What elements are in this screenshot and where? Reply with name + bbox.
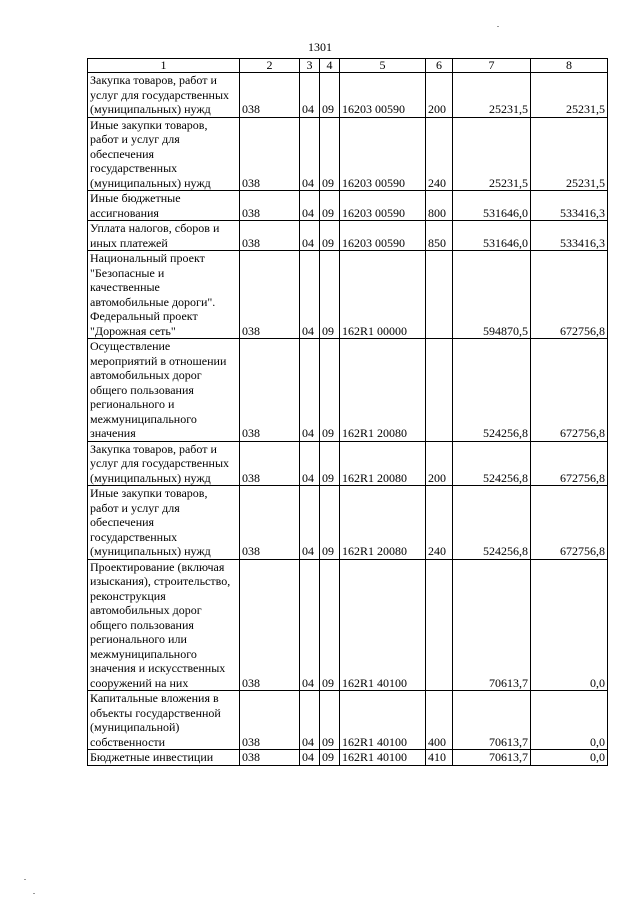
- target-article-cell: 16203 00590: [340, 191, 426, 221]
- amount-year1-cell: 25231,5: [453, 117, 531, 191]
- row-name-line: общего пользования: [90, 382, 194, 397]
- row-name-line: Закупка товаров, работ и: [90, 73, 217, 87]
- table-row: [88, 73, 608, 118]
- target-article-cell: 16203 00590: [340, 221, 426, 251]
- admin-code-cell: 038: [240, 191, 300, 221]
- subsection-cell: 09: [320, 117, 340, 191]
- expense-type-cell: [426, 559, 453, 691]
- header-row: [88, 59, 608, 73]
- subsection-cell: 09: [320, 750, 340, 766]
- header-cell: 5: [340, 59, 426, 73]
- amount-year2-cell: 533416,3: [531, 191, 608, 221]
- row-name-line: собственности: [90, 734, 166, 749]
- row-name-line: услуг для государственных: [90, 456, 230, 470]
- scan-speck: [33, 893, 35, 894]
- row-name-line: значения и искусственных: [90, 661, 226, 675]
- target-article-cell: 162R1 20080: [340, 486, 426, 560]
- expense-type-cell: 410: [426, 750, 453, 766]
- subsection-cell: 09: [320, 559, 340, 691]
- amount-year2-cell: 25231,5: [531, 117, 608, 191]
- row-name-line: (муниципальной): [90, 720, 180, 734]
- row-name: [88, 191, 240, 221]
- target-article-cell: 162R1 40100: [340, 559, 426, 691]
- admin-code-cell: 038: [240, 221, 300, 251]
- subsection-cell: 09: [320, 441, 340, 486]
- expense-type-cell: [426, 339, 453, 442]
- subsection-cell: 09: [320, 251, 340, 339]
- row-name-line: сооружений на них: [90, 675, 189, 690]
- row-name-line: автомобильные дороги".: [90, 294, 216, 309]
- table-row: [88, 191, 608, 221]
- row-name-line: регионального и: [90, 397, 175, 411]
- row-name-line: государственных: [90, 161, 178, 175]
- row-name-line: Федеральный проект: [90, 309, 198, 323]
- row-name-line: "Безопасные и: [90, 265, 165, 280]
- table-row: [88, 339, 608, 442]
- table-row: [88, 251, 608, 339]
- amount-year2-cell: 672756,8: [531, 441, 608, 486]
- amount-year2-cell: 533416,3: [531, 221, 608, 251]
- budget-table: [87, 58, 608, 766]
- row-name-line: изыскания), строительство,: [90, 574, 231, 588]
- header-cell: 3: [300, 59, 320, 73]
- row-name-line: Закупка товаров, работ и: [90, 441, 217, 456]
- amount-year1-cell: 70613,7: [453, 559, 531, 691]
- amount-year2-cell: 672756,8: [531, 251, 608, 339]
- admin-code-cell: 038: [240, 441, 300, 486]
- section-cell: 04: [300, 251, 320, 339]
- table-row: [88, 441, 608, 486]
- subsection-cell: 09: [320, 221, 340, 251]
- row-name-line: обеспечения: [90, 146, 155, 161]
- row-name-line: работ и услуг для: [90, 132, 180, 146]
- amount-year1-cell: 594870,5: [453, 251, 531, 339]
- header-cell: 7: [453, 59, 531, 73]
- expense-type-cell: 200: [426, 441, 453, 486]
- subsection-cell: 09: [320, 486, 340, 560]
- row-name-line: объекты государственной: [90, 705, 221, 720]
- row-name: [88, 691, 240, 750]
- row-name: [88, 251, 240, 339]
- scan-speck: [497, 26, 499, 27]
- row-name-line: Проектирование (включая: [90, 559, 225, 574]
- amount-year2-cell: 0,0: [531, 691, 608, 750]
- admin-code-cell: 038: [240, 750, 300, 766]
- table-row: [88, 750, 608, 766]
- expense-type-cell: 800: [426, 191, 453, 221]
- row-name-line: Национальный проект: [90, 251, 205, 265]
- admin-code-cell: 038: [240, 339, 300, 442]
- row-name-line: Уплата налогов, сборов и: [90, 221, 220, 235]
- target-article-cell: 162R1 20080: [340, 441, 426, 486]
- subsection-cell: 09: [320, 191, 340, 221]
- row-name-line: межмуниципального: [90, 646, 197, 661]
- section-cell: 04: [300, 221, 320, 251]
- amount-year2-cell: 0,0: [531, 750, 608, 766]
- row-name-line: межмуниципального: [90, 411, 197, 426]
- amount-year1-cell: 25231,5: [453, 73, 531, 118]
- target-article-cell: 162R1 40100: [340, 750, 426, 766]
- row-name-line: мероприятий в отношении: [90, 353, 227, 368]
- row-name-line: обеспечения: [90, 515, 155, 529]
- amount-year1-cell: 531646,0: [453, 191, 531, 221]
- expense-type-cell: 850: [426, 221, 453, 251]
- amount-year1-cell: 531646,0: [453, 221, 531, 251]
- section-cell: 04: [300, 441, 320, 486]
- table-row: [88, 691, 608, 750]
- amount-year2-cell: 25231,5: [531, 73, 608, 118]
- target-article-cell: 162R1 20080: [340, 339, 426, 442]
- row-name-line: (муниципальных) нужд: [90, 102, 211, 116]
- target-article-cell: 16203 00590: [340, 73, 426, 118]
- page-number: 1301: [308, 40, 332, 54]
- expense-type-cell: 200: [426, 73, 453, 118]
- row-name: [88, 339, 240, 442]
- amount-year1-cell: 70613,7: [453, 750, 531, 766]
- admin-code-cell: 038: [240, 486, 300, 560]
- row-name-line: автомобильных дорог: [90, 603, 202, 617]
- row-name-line: Иные закупки товаров,: [90, 486, 208, 500]
- section-cell: 04: [300, 691, 320, 750]
- section-cell: 04: [300, 750, 320, 766]
- row-name-line: качественные: [90, 280, 160, 294]
- subsection-cell: 09: [320, 73, 340, 118]
- amount-year1-cell: 524256,8: [453, 486, 531, 560]
- row-name: [88, 221, 240, 251]
- expense-type-cell: [426, 251, 453, 339]
- section-cell: 04: [300, 486, 320, 560]
- header-cell: 6: [426, 59, 453, 73]
- row-name-line: Иные бюджетные: [90, 191, 181, 205]
- section-cell: 04: [300, 339, 320, 442]
- section-cell: 04: [300, 73, 320, 118]
- row-name-line: автомобильных дорог: [90, 368, 202, 382]
- row-name-line: (муниципальных) нужд: [90, 470, 211, 485]
- subsection-cell: 09: [320, 339, 340, 442]
- table-row: [88, 486, 608, 560]
- row-name-line: регионального или: [90, 632, 187, 646]
- section-cell: 04: [300, 191, 320, 221]
- admin-code-cell: 038: [240, 251, 300, 339]
- section-cell: 04: [300, 559, 320, 691]
- header-cell: 4: [320, 59, 340, 73]
- row-name: [88, 559, 240, 691]
- row-name-line: государственных: [90, 529, 178, 544]
- target-article-cell: 162R1 00000: [340, 251, 426, 339]
- subsection-cell: 09: [320, 691, 340, 750]
- table-row: [88, 221, 608, 251]
- table-row: [88, 559, 608, 691]
- row-name: [88, 441, 240, 486]
- target-article-cell: 162R1 40100: [340, 691, 426, 750]
- amount-year2-cell: 672756,8: [531, 339, 608, 442]
- expense-type-cell: 240: [426, 117, 453, 191]
- row-name-line: работ и услуг для: [90, 500, 180, 515]
- admin-code-cell: 038: [240, 559, 300, 691]
- amount-year2-cell: 672756,8: [531, 486, 608, 560]
- row-name-line: ассигнования: [90, 205, 159, 220]
- row-name: [88, 486, 240, 560]
- row-name-line: Иные закупки товаров,: [90, 117, 208, 132]
- target-article-cell: 16203 00590: [340, 117, 426, 191]
- row-name-line: значения: [90, 426, 136, 440]
- table-row: [88, 117, 608, 191]
- row-name-line: Осуществление: [90, 339, 171, 353]
- header-cell: 2: [240, 59, 300, 73]
- row-name-line: (муниципальных) нужд: [90, 175, 211, 190]
- row-name: [88, 117, 240, 191]
- amount-year1-cell: 70613,7: [453, 691, 531, 750]
- header-cell: 8: [531, 59, 608, 73]
- row-name: [88, 750, 240, 766]
- admin-code-cell: 038: [240, 73, 300, 118]
- row-name-line: общего пользования: [90, 617, 194, 632]
- amount-year1-cell: 524256,8: [453, 441, 531, 486]
- row-name: [88, 73, 240, 118]
- section-cell: 04: [300, 117, 320, 191]
- row-name-line: иных платежей: [90, 235, 168, 250]
- row-name-line: Бюджетные инвестиции: [90, 750, 214, 764]
- row-name-line: (муниципальных) нужд: [90, 544, 211, 558]
- header-cell: 1: [88, 59, 240, 73]
- row-name-line: реконструкция: [90, 588, 166, 603]
- expense-type-cell: 240: [426, 486, 453, 560]
- row-name-line: "Дорожная сеть": [90, 323, 176, 338]
- amount-year2-cell: 0,0: [531, 559, 608, 691]
- row-name-line: услуг для государственных: [90, 87, 230, 102]
- row-name-line: Капитальные вложения в: [90, 691, 219, 705]
- admin-code-cell: 038: [240, 117, 300, 191]
- expense-type-cell: 400: [426, 691, 453, 750]
- admin-code-cell: 038: [240, 691, 300, 750]
- scan-speck: [24, 879, 26, 880]
- amount-year1-cell: 524256,8: [453, 339, 531, 442]
